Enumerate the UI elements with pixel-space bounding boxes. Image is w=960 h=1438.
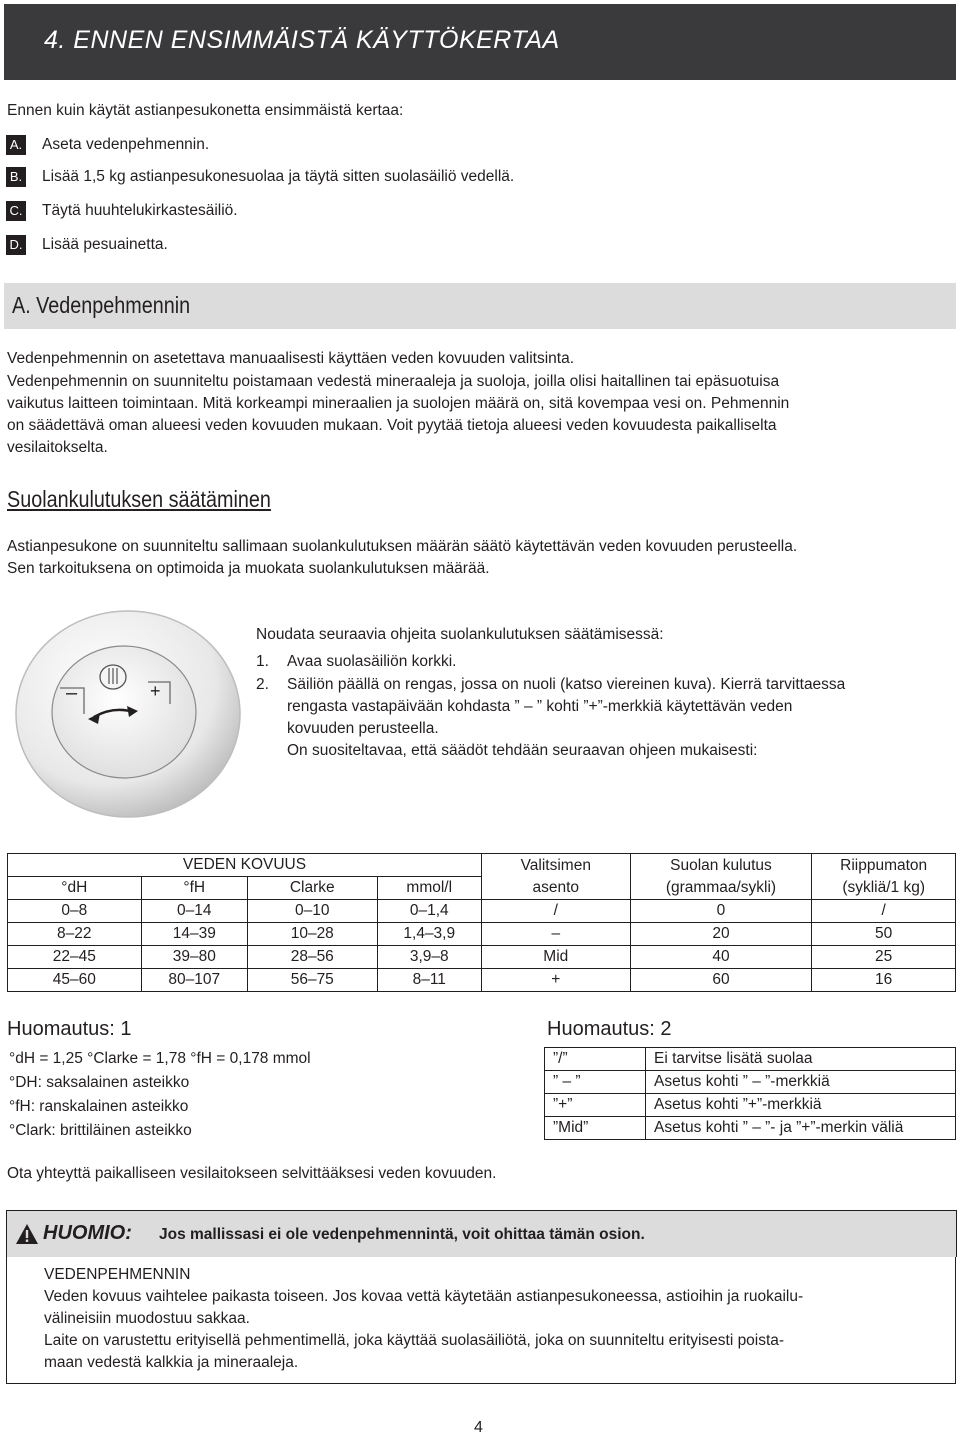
section-a-line: vesilaitokselta. [7,439,108,456]
column-header: mmol/l [377,877,481,900]
table-cell: 28–56 [248,946,378,969]
table-cell: 0 [630,900,812,923]
table-row [545,1071,956,1094]
salt-line: Astianpesukone on suunniteltu sallimaan suolankulutuksen määrän säätö käytettävän veden kovuuden perusteella. [7,538,798,555]
warning-body-line: maan vedestä kalkkia ja mineraaleja. [44,1354,299,1371]
page-title-bar [4,4,956,80]
note1-title: Huomautus: 1 [7,1018,132,1040]
table-cell: 0–1,4 [377,900,481,923]
note1-line: °dH = 1,25 °Clarke = 1,78 °fH = 0,178 mmol [9,1050,311,1067]
table-cell: Asetus kohti ” – ”- ja ”+”-merkin väliä [646,1117,956,1140]
warning-body-heading: VEDENPEHMENNIN [44,1266,191,1283]
salt-line: Sen tarkoituksena on optimoida ja muokata suolankulutuksen määrää. [7,560,490,577]
table-row [545,1094,956,1117]
step2-line: kovuuden perusteella. [287,720,439,737]
step-text: Aseta vedenpehmennin. [42,136,210,153]
table-group-header: VEDEN KOVUUS [8,854,482,877]
table-row [8,969,956,992]
step-marker: D. [6,235,26,255]
step-c [6,200,238,222]
table-cell: Asetus kohti ” – ”-merkkiä [646,1071,956,1094]
section-a-line: vaikutus laitteen toimintaan. Mitä korkeampi mineraalien ja suolojen määrä on, sitä kovempaa vesi on. Pehmennin [7,395,790,412]
step-marker: A. [6,135,26,155]
dial-plus-label: + [150,681,161,701]
table-cell: 80–107 [141,969,247,992]
dependence-header-line: (sykliä/1 kg) [842,878,926,896]
step2-number: 2. [256,676,269,693]
table-cell: 22–45 [8,946,142,969]
salt-header [630,854,812,900]
selector-header-line: asento [532,878,580,896]
table-cell: ”+” [545,1094,646,1117]
table-cell: ”/” [545,1048,646,1071]
salt-header-line: (grammaa/sykli) [665,878,777,896]
column-header: Clarke [248,877,378,900]
table-cell: 50 [812,923,956,946]
table-cell: 1,4–3,9 [377,923,481,946]
table-cell: 14–39 [141,923,247,946]
warning-bar [6,1210,957,1257]
note2-table [544,1047,956,1140]
step-d [6,234,168,256]
section-a-title: A. Vedenpehmennin [12,292,191,318]
table-cell: 40 [630,946,812,969]
table-cell: + [481,969,630,992]
step-text: Lisää 1,5 kg astianpesukonesuolaa ja täytä sitten suolasäiliö vedellä. [42,168,515,185]
table-cell: 60 [630,969,812,992]
section-a-bar [4,283,956,329]
selector-header-line: Valitsimen [520,856,591,874]
table-cell: 20 [630,923,812,946]
column-header: °fH [141,877,247,900]
warning-label: HUOMIO: [43,1222,132,1244]
intro-text: Ennen kuin käytät astianpesukonetta ensimmäistä kertaa: [7,102,404,119]
step-text: Täytä huuhtelukirkastesäiliö. [42,202,238,219]
salt-dial-illustration [10,610,250,825]
contact-text: Ota yhteyttä paikalliseen vesilaitokseen selvittääksesi veden kovuuden. [7,1165,497,1182]
warning-body-line: Laite on varustettu erityisellä pehmentimellä, joka käyttää suolasäiliötä, joka on suunniteltu erityisesti poista- [44,1332,785,1349]
table-cell: 8–11 [377,969,481,992]
step-b [6,166,515,188]
step1-text: Avaa suolasäiliön korkki. [287,653,457,670]
selector-header [481,854,630,900]
step2-line: Säiliön päällä on rengas, jossa on nuoli (katso viereinen kuva). Kierrä tarvittaessa [287,676,846,693]
note1-line: °Clark: brittiläinen asteikko [9,1122,192,1139]
table-cell: ”Mid” [545,1117,646,1140]
table-cell: 45–60 [8,969,142,992]
note1-line: °fH: ranskalainen asteikko [9,1098,189,1115]
column-header: °dH [8,877,142,900]
table-cell: 8–22 [8,923,142,946]
step-marker: B. [6,167,26,187]
section-a-line: on säädettävä oman alueesi veden kovuuden mukaan. Voit pyytää tietoja alueesi veden kovuudesta paikalliselta [7,417,777,434]
table-cell: 16 [812,969,956,992]
table-cell: 3,9–8 [377,946,481,969]
table-cell: 0–10 [248,900,378,923]
dial-minus-label: – [66,682,78,704]
table-cell: / [812,900,956,923]
salt-title: Suolankulutuksen säätäminen [7,486,271,512]
table-row [8,946,956,969]
table-cell: Mid [481,946,630,969]
table-row [545,1048,956,1071]
table-row [545,1117,956,1140]
page-title: 4. ENNEN ENSIMMÄISTÄ KÄYTTÖKERTAA [44,26,560,54]
step1-number: 1. [256,653,269,670]
warning-text: Jos mallissasi ei ole vedenpehmennintä, voit ohittaa tämän osion. [159,1226,645,1243]
salt-header-line: Suolan kulutus [670,856,772,874]
table-cell: 39–80 [141,946,247,969]
step2-line: On suositeltavaa, että säädöt tehdään seuraavan ohjeen mukaisesti: [287,742,758,759]
warning-body-line: välineisiin muodostuu sakkaa. [44,1310,250,1327]
table-cell: 56–75 [248,969,378,992]
step-text: Lisää pesuainetta. [42,236,168,253]
table-cell: 25 [812,946,956,969]
warning-icon [15,1223,39,1245]
section-a-line: Vedenpehmennin on suunniteltu poistamaan vedestä mineraaleja ja suoloja, joilla olisi haitallinen tai epäsuotuisa [7,373,780,390]
dependence-header [812,854,956,900]
table-cell: Ei tarvitse lisätä suolaa [646,1048,956,1071]
note1-line: °DH: saksalainen asteikko [9,1074,190,1091]
table-cell: – [481,923,630,946]
step2-line: rengasta vastapäivään kohdasta ” – ” kohti ”+”-merkkiä käytettävän veden [287,698,793,715]
table-cell: 10–28 [248,923,378,946]
warning-body-line: Veden kovuus vaihtelee paikasta toiseen. Jos kovaa vettä käytetään astianpesukoneessa, astioihin ja ruokailu- [44,1288,804,1305]
water-hardness-table [7,853,956,992]
table-cell: 0–8 [8,900,142,923]
note2-title: Huomautus: 2 [547,1018,672,1040]
page-number: 4 [474,1419,483,1436]
table-cell: ” – ” [545,1071,646,1094]
section-a-line: Vedenpehmennin on asetettava manuaalisesti käyttäen veden kovuuden valitsinta. [7,350,574,367]
table-row [8,923,956,946]
instructions-intro: Noudata seuraavia ohjeita suolankulutuksen säätämisessä: [256,626,664,643]
step-marker: C. [6,201,26,221]
step-a [6,134,210,156]
table-cell: / [481,900,630,923]
dependence-header-line: Riippumaton [840,856,928,874]
table-cell: Asetus kohti ”+”-merkkiä [646,1094,956,1117]
table-row [8,900,956,923]
table-cell: 0–14 [141,900,247,923]
